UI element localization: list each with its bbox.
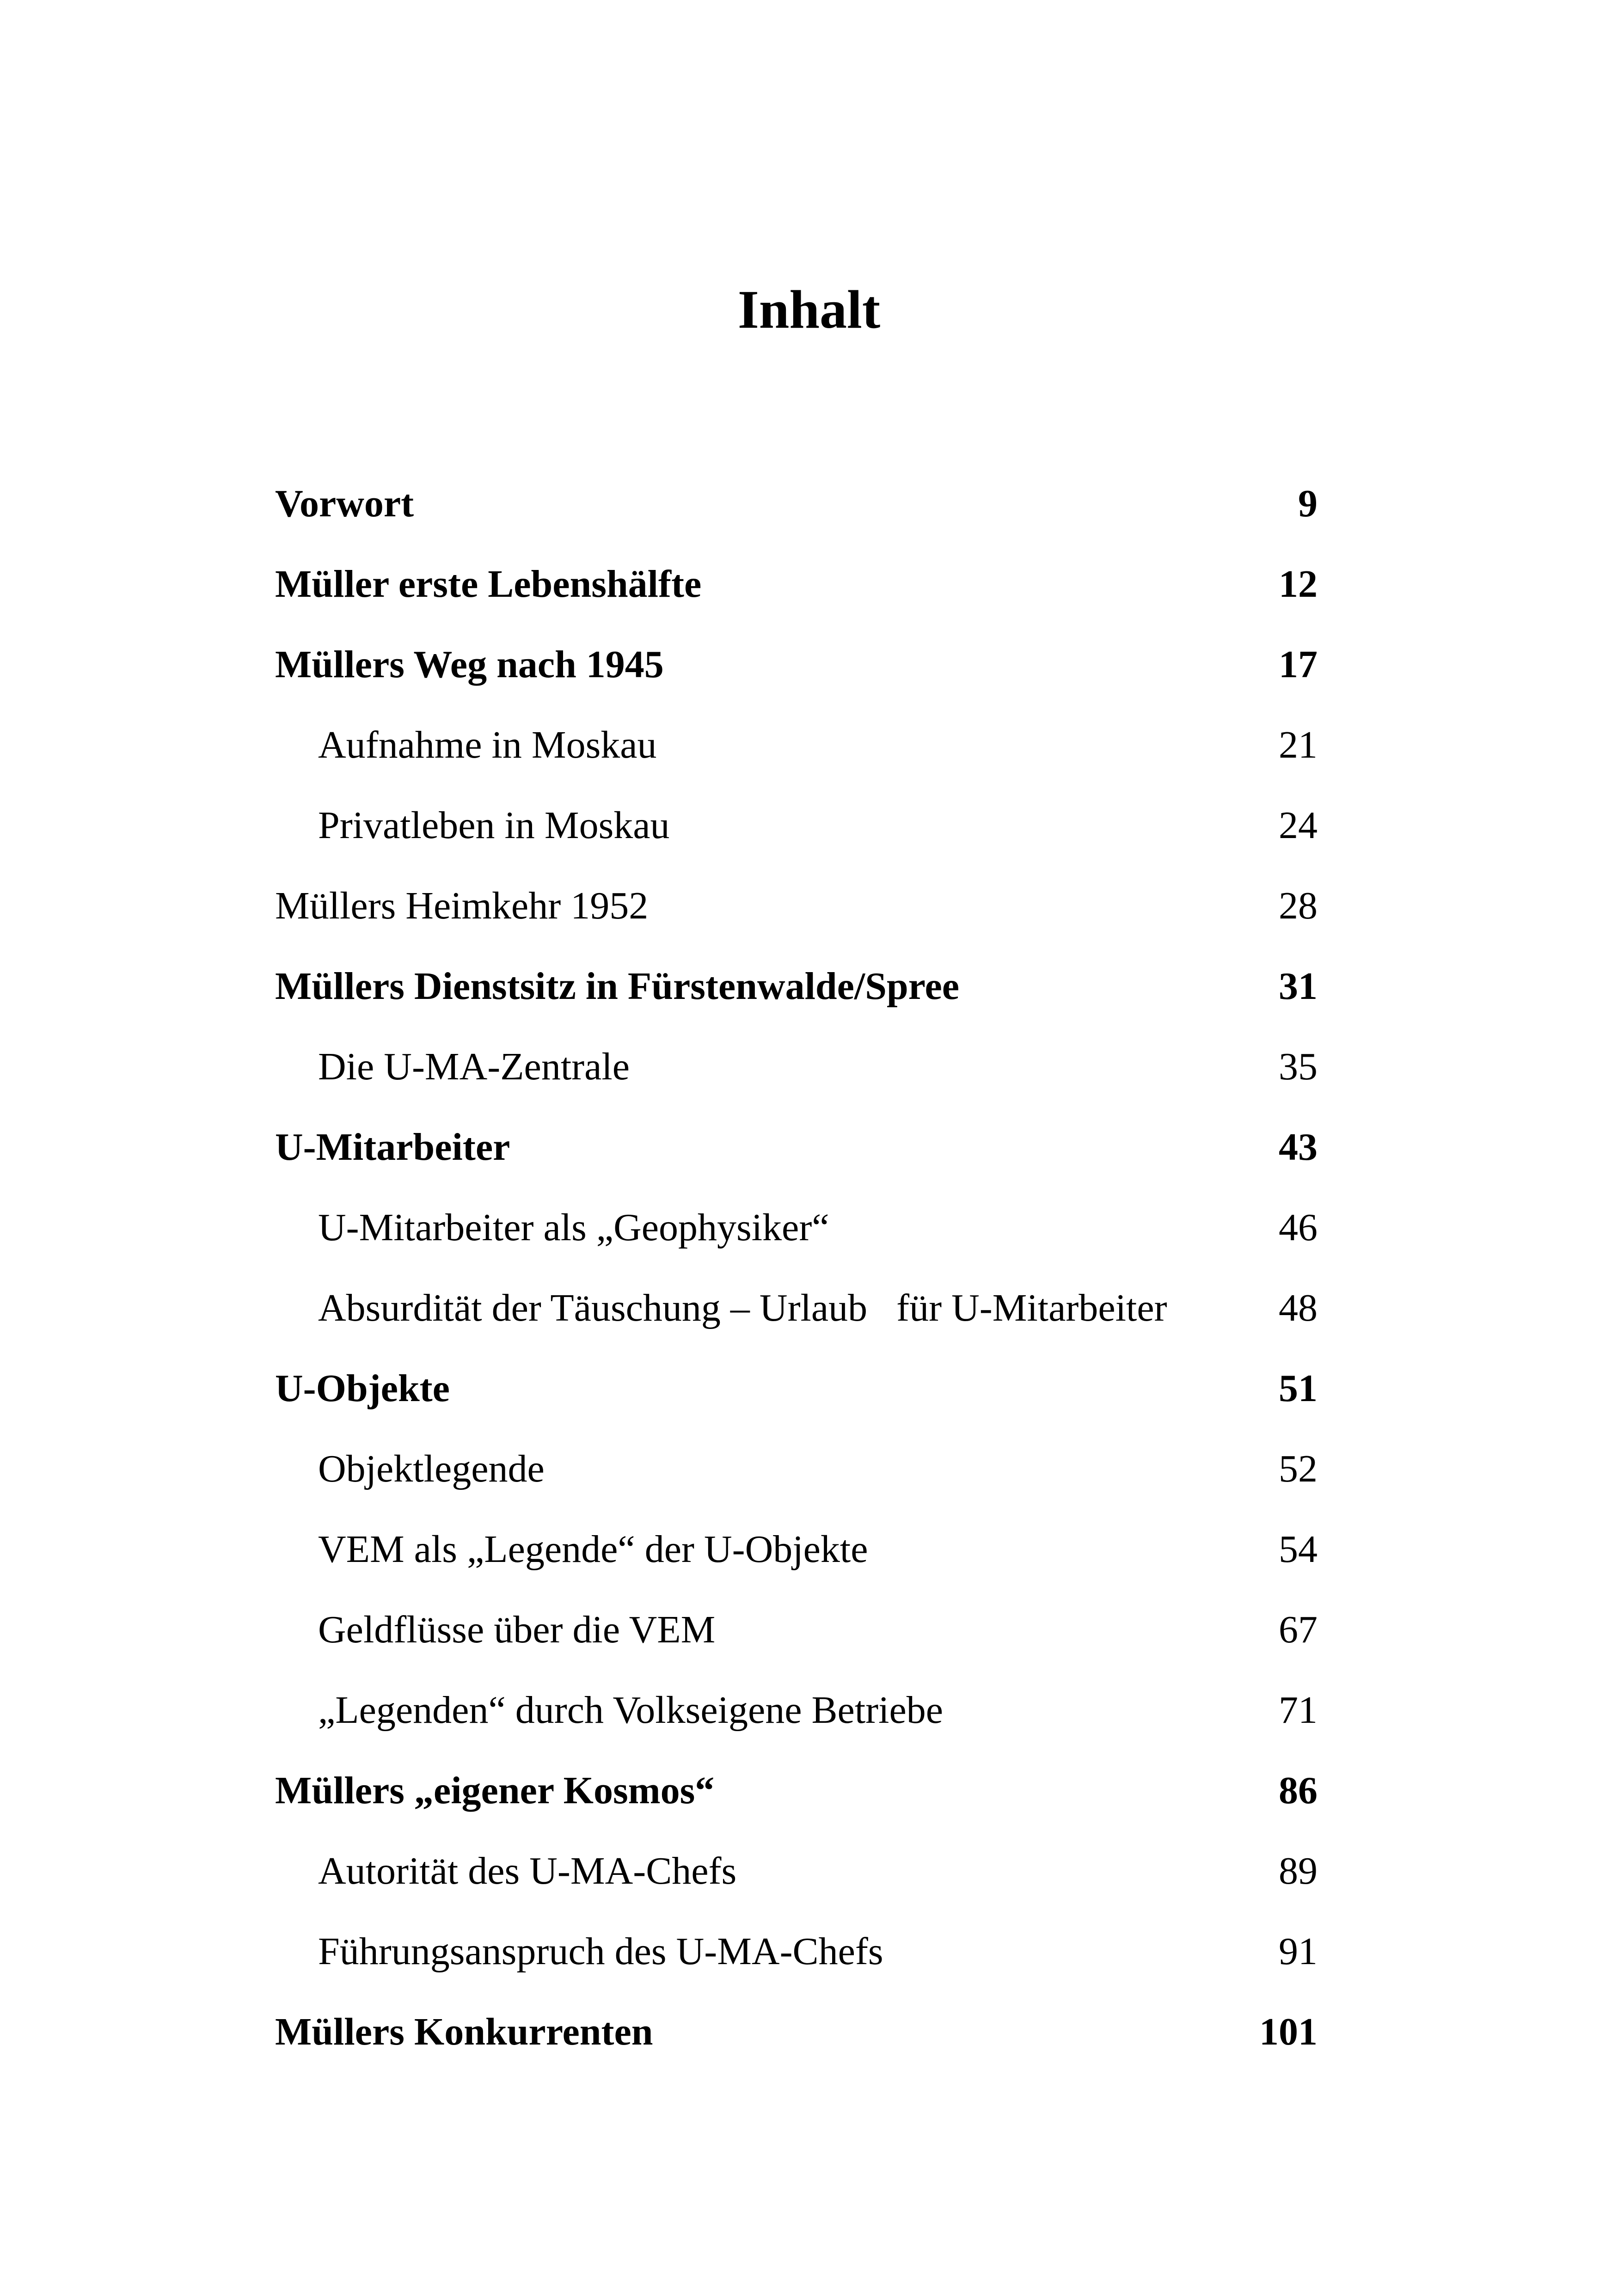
toc-entry-label: „Legenden“ durch Volkseigene Betriebe bbox=[318, 1689, 944, 1732]
toc-entry bbox=[0, 720, 1618, 771]
toc-entry bbox=[0, 1041, 1618, 1092]
toc-entry-label: Objektlegende bbox=[318, 1447, 545, 1490]
toc-entry bbox=[0, 2007, 1618, 2057]
toc-entry-page-number: 24 bbox=[1279, 804, 1318, 847]
toc-entry-label: Autorität des U-MA-Chefs bbox=[318, 1849, 737, 1892]
toc-entry-label: Müllers „eigener Kosmos“ bbox=[275, 1769, 715, 1812]
toc-entry-page-number: 17 bbox=[1279, 643, 1318, 686]
toc-entry-page-number: 71 bbox=[1279, 1689, 1318, 1732]
toc-entry-label: Vorwort bbox=[275, 482, 414, 525]
toc-entry-label: Müllers Weg nach 1945 bbox=[275, 643, 664, 686]
toc-entry-page-number: 48 bbox=[1279, 1286, 1318, 1329]
toc-entry-page-number: 52 bbox=[1279, 1447, 1318, 1490]
toc-entry bbox=[0, 800, 1618, 851]
toc-entry bbox=[0, 961, 1618, 1012]
toc-entry-label: U-Mitarbeiter als „Geophysiker“ bbox=[318, 1206, 829, 1249]
toc-entry bbox=[0, 1926, 1618, 1977]
toc-entry-page-number: 46 bbox=[1279, 1206, 1318, 1249]
toc-entry-page-number: 91 bbox=[1279, 1930, 1318, 1973]
toc-entry-label: Müller erste Lebenshälfte bbox=[275, 563, 702, 606]
page-title: Inhalt bbox=[737, 279, 881, 340]
toc-entry-label: Privatleben in Moskau bbox=[318, 804, 670, 847]
toc-entry bbox=[0, 1604, 1618, 1655]
toc-entry-page-number: 43 bbox=[1279, 1126, 1318, 1169]
toc-entry bbox=[0, 639, 1618, 690]
toc-entry bbox=[0, 1685, 1618, 1736]
toc-entry-page-number: 28 bbox=[1279, 884, 1318, 927]
toc-entry-page-number: 101 bbox=[1259, 2010, 1318, 2053]
toc-entry-label: Absurdität der Täuschung – Urlaub für U-Mitarbeiter bbox=[318, 1286, 1167, 1329]
toc-entry bbox=[0, 478, 1618, 529]
toc-entry-label: VEM als „Legende“ der U-Objekte bbox=[318, 1528, 868, 1571]
toc-entry bbox=[0, 1765, 1618, 1816]
toc-entry-label: Führungsanspruch des U-MA-Chefs bbox=[318, 1930, 883, 1973]
toc-entry-page-number: 31 bbox=[1279, 965, 1318, 1008]
toc-entry bbox=[0, 881, 1618, 931]
toc-entry-label: Müllers Heimkehr 1952 bbox=[275, 884, 649, 927]
toc-entry-label: Die U-MA-Zentrale bbox=[318, 1045, 630, 1088]
toc-entry-label: U-Objekte bbox=[275, 1367, 450, 1410]
toc-entry-label: Aufnahme in Moskau bbox=[318, 723, 657, 766]
toc-entry-label: Müllers Konkurrenten bbox=[275, 2010, 653, 2053]
toc-entry-page-number: 67 bbox=[1279, 1608, 1318, 1651]
toc-entry-page-number: 86 bbox=[1279, 1769, 1318, 1812]
toc-entry-label: Müllers Dienstsitz in Fürstenwalde/Spree bbox=[275, 965, 960, 1008]
toc-entry bbox=[0, 1444, 1618, 1494]
toc-entry-page-number: 89 bbox=[1279, 1849, 1318, 1892]
toc-entry bbox=[0, 559, 1618, 610]
toc-entry-page-number: 12 bbox=[1279, 563, 1318, 606]
toc-entry-page-number: 21 bbox=[1279, 723, 1318, 766]
toc-entry bbox=[0, 1202, 1618, 1253]
toc-entry bbox=[0, 1122, 1618, 1173]
toc-entry-page-number: 35 bbox=[1279, 1045, 1318, 1088]
toc-entry-label: Geldflüsse über die VEM bbox=[318, 1608, 716, 1651]
toc-entry-page-number: 54 bbox=[1279, 1528, 1318, 1571]
toc-entry-page-number: 51 bbox=[1279, 1367, 1318, 1410]
toc-entry bbox=[0, 1283, 1618, 1334]
toc-entry-page-number: 9 bbox=[1298, 482, 1318, 525]
toc-entry bbox=[0, 1846, 1618, 1897]
toc-entry bbox=[0, 1363, 1618, 1414]
toc-entry bbox=[0, 1524, 1618, 1575]
toc-entry-label: U-Mitarbeiter bbox=[275, 1126, 510, 1169]
